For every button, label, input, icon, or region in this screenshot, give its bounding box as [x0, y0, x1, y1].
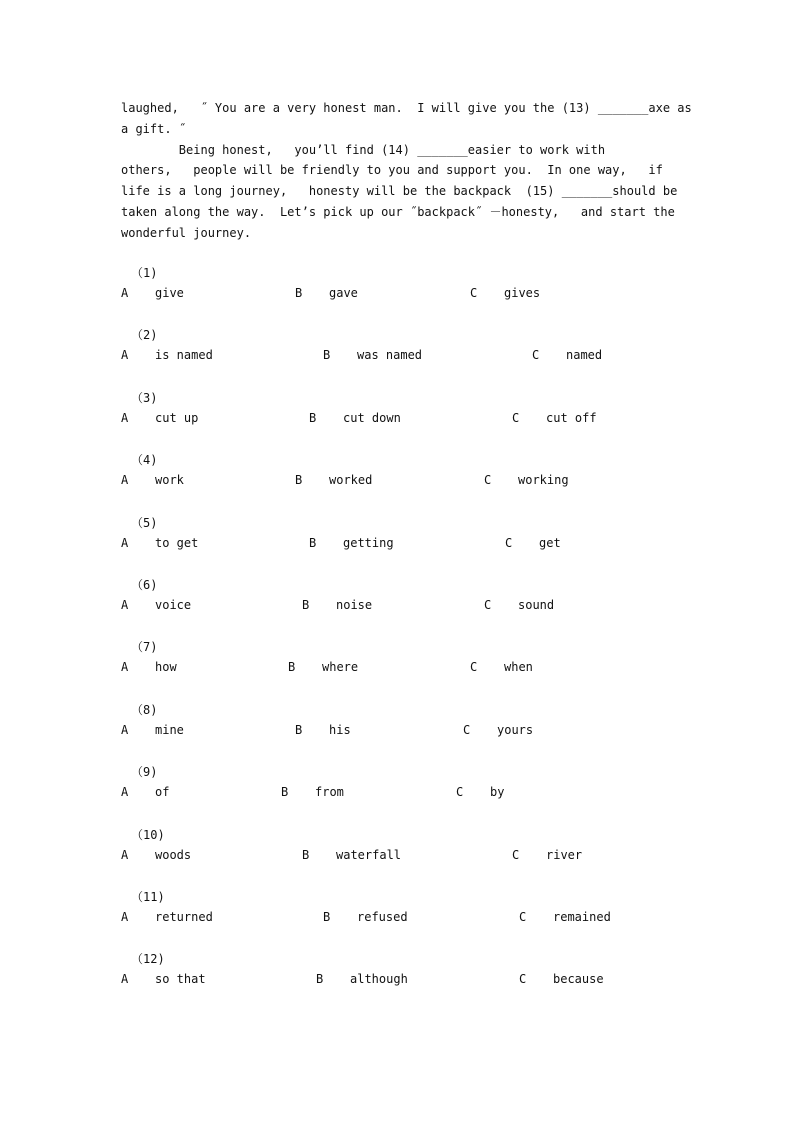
option-a: [121, 411, 198, 425]
option-c: [519, 972, 604, 986]
question-3: [121, 389, 681, 451]
option-text: woods: [155, 847, 192, 862]
option-b: [309, 536, 394, 550]
option-a: [121, 910, 213, 924]
option-letter: A: [121, 410, 129, 425]
question-1: [121, 264, 681, 326]
option-c: [519, 910, 611, 924]
option-a: [121, 972, 206, 986]
option-text: so that: [155, 972, 206, 987]
option-text: remained: [553, 909, 611, 924]
option-b: [302, 598, 372, 612]
option-row: [121, 660, 681, 680]
question-number: （10): [131, 827, 165, 842]
option-letter: B: [295, 473, 303, 488]
option-text: gives: [504, 286, 541, 300]
option-b: [288, 660, 358, 674]
question-number: （12): [131, 952, 165, 967]
option-text: was named: [357, 348, 423, 363]
question-number: （9): [131, 765, 158, 780]
option-b: [323, 910, 408, 924]
option-letter: B: [295, 722, 303, 737]
option-c: [505, 536, 561, 550]
option-letter: C: [470, 660, 478, 675]
option-row: [121, 286, 681, 306]
option-row: [121, 910, 681, 930]
option-c: [484, 473, 569, 487]
option-letter: B: [309, 410, 317, 425]
option-text: returned: [155, 909, 213, 924]
option-c: [484, 598, 554, 612]
option-text: of: [155, 785, 170, 800]
option-b: [323, 348, 422, 362]
option-row: [121, 411, 681, 431]
passage-line: taken along the way. Let’s pick up our ˝backpack˝ －honesty, and start the: [121, 204, 675, 219]
option-text: to get: [155, 535, 199, 550]
option-text: although: [350, 972, 408, 987]
question-number: （4): [131, 453, 158, 468]
option-text: give: [155, 286, 184, 300]
option-text: noise: [336, 597, 373, 612]
option-text: where: [322, 660, 359, 675]
option-letter: C: [532, 348, 540, 363]
option-letter: C: [463, 722, 471, 737]
option-c: [512, 848, 582, 862]
option-text: is named: [155, 348, 213, 363]
option-letter: A: [121, 722, 129, 737]
option-letter: B: [295, 286, 303, 300]
option-letter: A: [121, 473, 129, 488]
passage-text: [121, 98, 692, 244]
option-a: [121, 848, 191, 862]
option-text: cut down: [343, 410, 401, 425]
option-letter: B: [302, 597, 310, 612]
question-number: （2): [131, 328, 158, 343]
option-letter: C: [505, 535, 513, 550]
question-number: （8): [131, 702, 158, 717]
option-text: sound: [518, 597, 555, 612]
option-letter: B: [309, 535, 317, 550]
option-a: [121, 286, 184, 300]
option-c: [470, 660, 533, 674]
question-10: [121, 826, 681, 888]
option-text: because: [553, 972, 604, 987]
passage-line: life is a long journey, honesty will be the backpack (15) _______should be: [121, 184, 678, 199]
question-list: [121, 264, 681, 1013]
option-text: named: [566, 348, 603, 363]
option-letter: C: [484, 597, 492, 612]
option-b: [295, 723, 351, 737]
option-letter: C: [519, 909, 527, 924]
option-letter: A: [121, 348, 129, 363]
option-row: [121, 348, 681, 368]
option-b: [295, 286, 358, 300]
question-9: [121, 763, 681, 825]
option-text: mine: [155, 722, 184, 737]
option-letter: A: [121, 972, 129, 987]
question-11: [121, 888, 681, 950]
question-4: [121, 451, 681, 513]
question-number: （5): [131, 515, 158, 530]
option-letter: A: [121, 847, 129, 862]
option-c: [456, 785, 504, 799]
option-b: [281, 785, 344, 799]
option-a: [121, 348, 213, 362]
option-text: river: [546, 847, 583, 862]
passage-line: a gift. ˝: [121, 121, 187, 136]
option-letter: A: [121, 660, 129, 675]
passage-line: laughed, ˝ You are a very honest man. I will give you the (13) _______axe as: [121, 101, 692, 115]
option-text: yours: [497, 722, 534, 737]
option-text: when: [504, 660, 533, 675]
option-letter: B: [302, 847, 310, 862]
option-letter: B: [323, 348, 331, 363]
question-number: （3): [131, 390, 158, 405]
option-text: refused: [357, 909, 408, 924]
option-b: [295, 473, 372, 487]
option-a: [121, 723, 184, 737]
option-a: [121, 536, 198, 550]
option-c: [470, 286, 540, 300]
option-row: [121, 972, 681, 992]
option-text: work: [155, 473, 184, 488]
option-text: voice: [155, 597, 192, 612]
question-12: [121, 950, 681, 1012]
option-text: waterfall: [336, 847, 402, 862]
option-row: [121, 785, 681, 805]
option-a: [121, 785, 169, 799]
option-c: [512, 411, 597, 425]
question-number: （7): [131, 640, 158, 655]
option-row: [121, 723, 681, 743]
question-number: （6): [131, 577, 158, 592]
option-a: [121, 473, 184, 487]
option-a: [121, 598, 191, 612]
option-text: getting: [343, 535, 394, 550]
option-letter: C: [470, 286, 478, 300]
option-letter: B: [288, 660, 296, 675]
option-c: [532, 348, 602, 362]
option-letter: B: [323, 909, 331, 924]
option-row: [121, 848, 681, 868]
option-letter: C: [512, 410, 520, 425]
question-7: [121, 638, 681, 700]
question-number: （11): [131, 889, 165, 904]
option-row: [121, 536, 681, 556]
option-text: cut off: [546, 410, 597, 425]
option-letter: C: [512, 847, 520, 862]
option-text: how: [155, 660, 177, 675]
option-text: working: [518, 473, 569, 488]
option-letter: C: [519, 972, 527, 987]
option-text: from: [315, 785, 344, 800]
option-row: [121, 473, 681, 493]
option-letter: A: [121, 535, 129, 550]
option-text: get: [539, 535, 561, 550]
option-letter: B: [316, 972, 324, 987]
option-b: [316, 972, 408, 986]
question-6: [121, 576, 681, 638]
option-a: [121, 660, 177, 674]
option-text: cut up: [155, 410, 199, 425]
passage-line: wonderful journey.: [121, 225, 252, 240]
option-letter: A: [121, 286, 129, 300]
question-2: [121, 326, 681, 388]
question-8: [121, 701, 681, 763]
question-number: （1): [131, 266, 158, 280]
option-row: [121, 598, 681, 618]
option-text: worked: [329, 473, 373, 488]
option-letter: A: [121, 909, 129, 924]
option-letter: C: [484, 473, 492, 488]
option-letter: B: [281, 785, 289, 800]
option-letter: A: [121, 785, 129, 800]
option-letter: C: [456, 785, 464, 800]
option-letter: A: [121, 597, 129, 612]
option-c: [463, 723, 533, 737]
question-5: [121, 514, 681, 576]
option-text: his: [329, 722, 351, 737]
passage-line: others, people will be friendly to you and support you. In one way, if: [121, 163, 663, 178]
option-text: gave: [329, 286, 358, 300]
passage-line: Being honest, you’ll find (14) _______easier to work with: [121, 142, 606, 157]
option-b: [309, 411, 401, 425]
option-text: by: [490, 785, 505, 800]
option-b: [302, 848, 401, 862]
